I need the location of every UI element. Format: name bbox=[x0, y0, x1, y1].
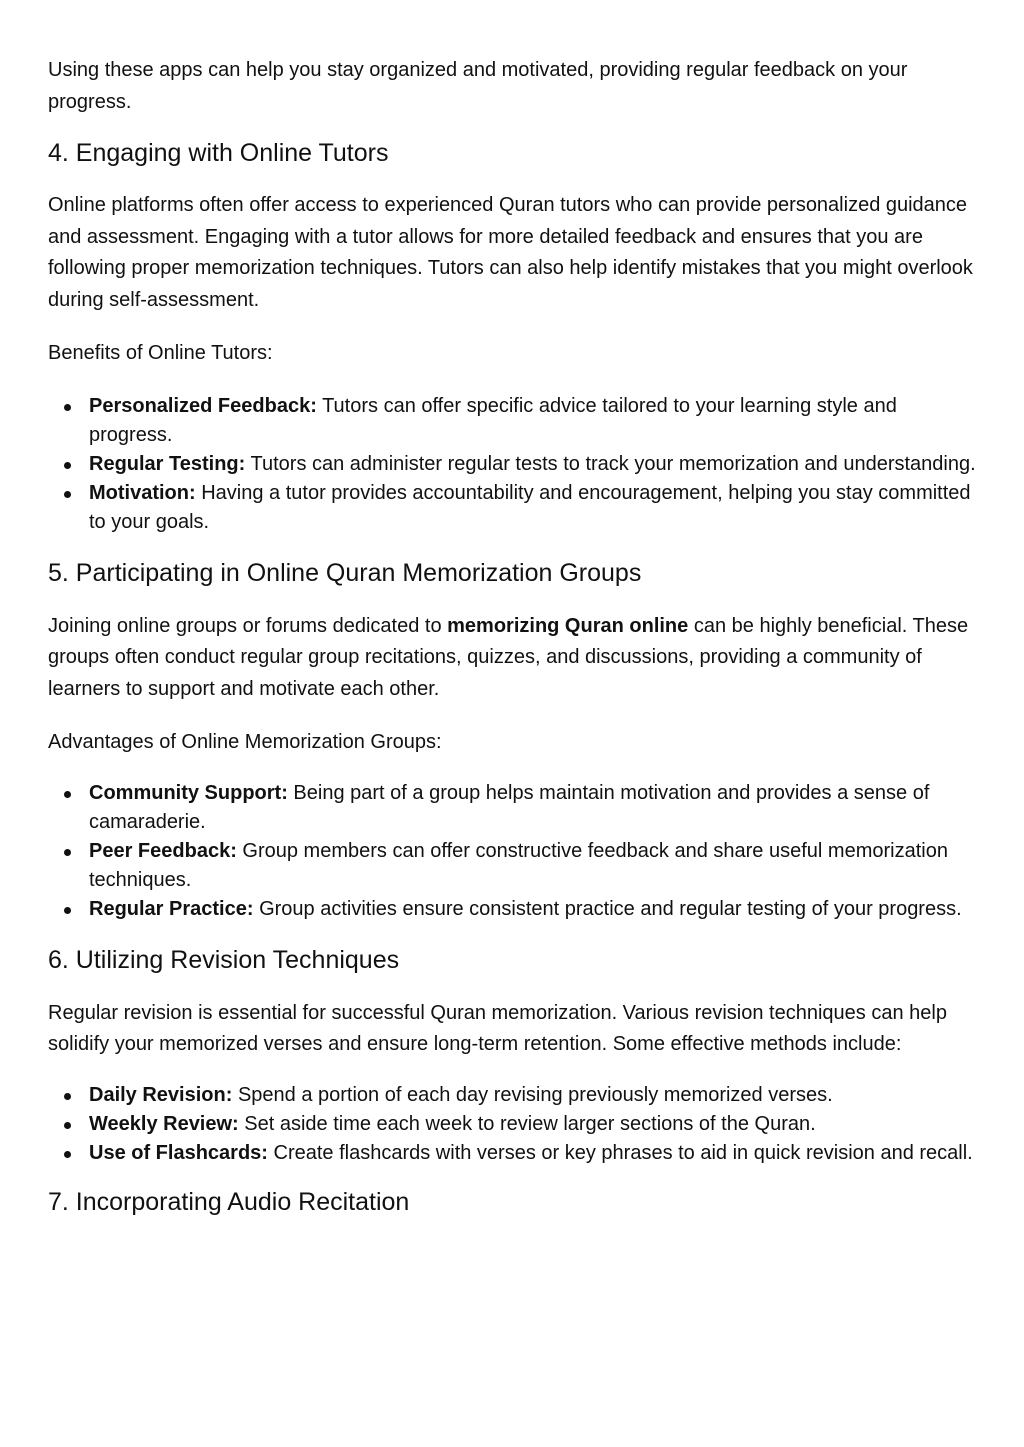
list-item-term: Regular Practice: bbox=[89, 897, 254, 920]
section-6-list bbox=[48, 1081, 978, 1168]
section-6-heading: 6. Utilizing Revision Techniques bbox=[48, 945, 400, 974]
list-item bbox=[48, 779, 978, 837]
section-5-heading: 5. Participating in Online Quran Memorization Groups bbox=[48, 558, 642, 587]
list-item-term: Peer Feedback: bbox=[89, 839, 237, 862]
list-item-term: Use of Flashcards: bbox=[89, 1141, 268, 1164]
list-item bbox=[48, 837, 978, 895]
section-4-paragraph: Online platforms often offer access to experienced Quran tutors who can provide personalized guidance and assessment. Engaging with a tutor allows for more detailed feedback and ensures that you are following proper memorization techniques. Tutors can also help identify mistakes that you might overlook during self-assessment. bbox=[48, 194, 973, 311]
list-item-text: Group activities ensure consistent practice and regular testing of your progress. bbox=[253, 897, 962, 920]
section-6-paragraph: Regular revision is essential for successful Quran memorization. Various revision techniques can help solidify your memorized verses and ensure long-term retention. Some effective methods include: bbox=[48, 1001, 947, 1055]
section-5-list-intro: Advantages of Online Memorization Groups: bbox=[48, 731, 442, 753]
list-item bbox=[48, 450, 978, 479]
section-5-paragraph bbox=[48, 611, 978, 706]
list-item bbox=[48, 1110, 978, 1139]
section-4-list bbox=[48, 392, 978, 537]
section-7-heading: 7. Incorporating Audio Recitation bbox=[48, 1187, 410, 1216]
list-item bbox=[48, 1139, 978, 1168]
list-item bbox=[48, 479, 978, 537]
list-item-text: Group members can offer constructive feedback and share useful memorization techniques. bbox=[89, 839, 948, 891]
list-item-text: Create flashcards with verses or key phrases to aid in quick revision and recall. bbox=[267, 1141, 973, 1164]
section-4-heading: 4. Engaging with Online Tutors bbox=[48, 139, 389, 167]
list-item-text: Spend a portion of each day revising previously memorized verses. bbox=[232, 1083, 833, 1106]
list-item-term: Weekly Review: bbox=[89, 1112, 239, 1135]
list-item-term: Motivation: bbox=[89, 481, 196, 504]
list-item-term: Community Support: bbox=[89, 781, 288, 804]
section-5-list bbox=[48, 779, 978, 924]
list-item bbox=[48, 392, 978, 450]
list-item-text: Set aside time each week to review larger sections of the Quran. bbox=[238, 1112, 816, 1135]
list-item-term: Daily Revision: bbox=[89, 1083, 233, 1106]
section-5-paragraph-end: can be highly beneficial. These groups often conduct regular group recitations, quizzes, and discussions, providing a community of learners to support and motivate each other. bbox=[48, 614, 969, 700]
list-item-text: Being part of a group helps maintain motivation and provides a sense of camaraderie. bbox=[89, 781, 930, 833]
list-item-term: Regular Testing: bbox=[89, 452, 246, 475]
section-5-paragraph-start: Joining online groups or forums dedicated to bbox=[48, 614, 448, 637]
document-page bbox=[48, 55, 978, 1218]
section-5-paragraph-keyword: memorizing Quran online bbox=[447, 614, 689, 637]
list-item-text: Having a tutor provides accountability and encouragement, helping you stay committed to your goals. bbox=[89, 481, 971, 533]
list-item bbox=[48, 1081, 978, 1110]
intro-paragraph: Using these apps can help you stay organized and motivated, providing regular feedback on your progress. bbox=[48, 59, 908, 113]
list-item-text: Tutors can offer specific advice tailored to your learning style and progress. bbox=[89, 394, 897, 446]
list-item bbox=[48, 895, 978, 924]
list-item-text: Tutors can administer regular tests to track your memorization and understanding. bbox=[245, 452, 976, 475]
section-4-list-intro: Benefits of Online Tutors: bbox=[48, 342, 273, 364]
list-item-term: Personalized Feedback: bbox=[89, 394, 317, 417]
